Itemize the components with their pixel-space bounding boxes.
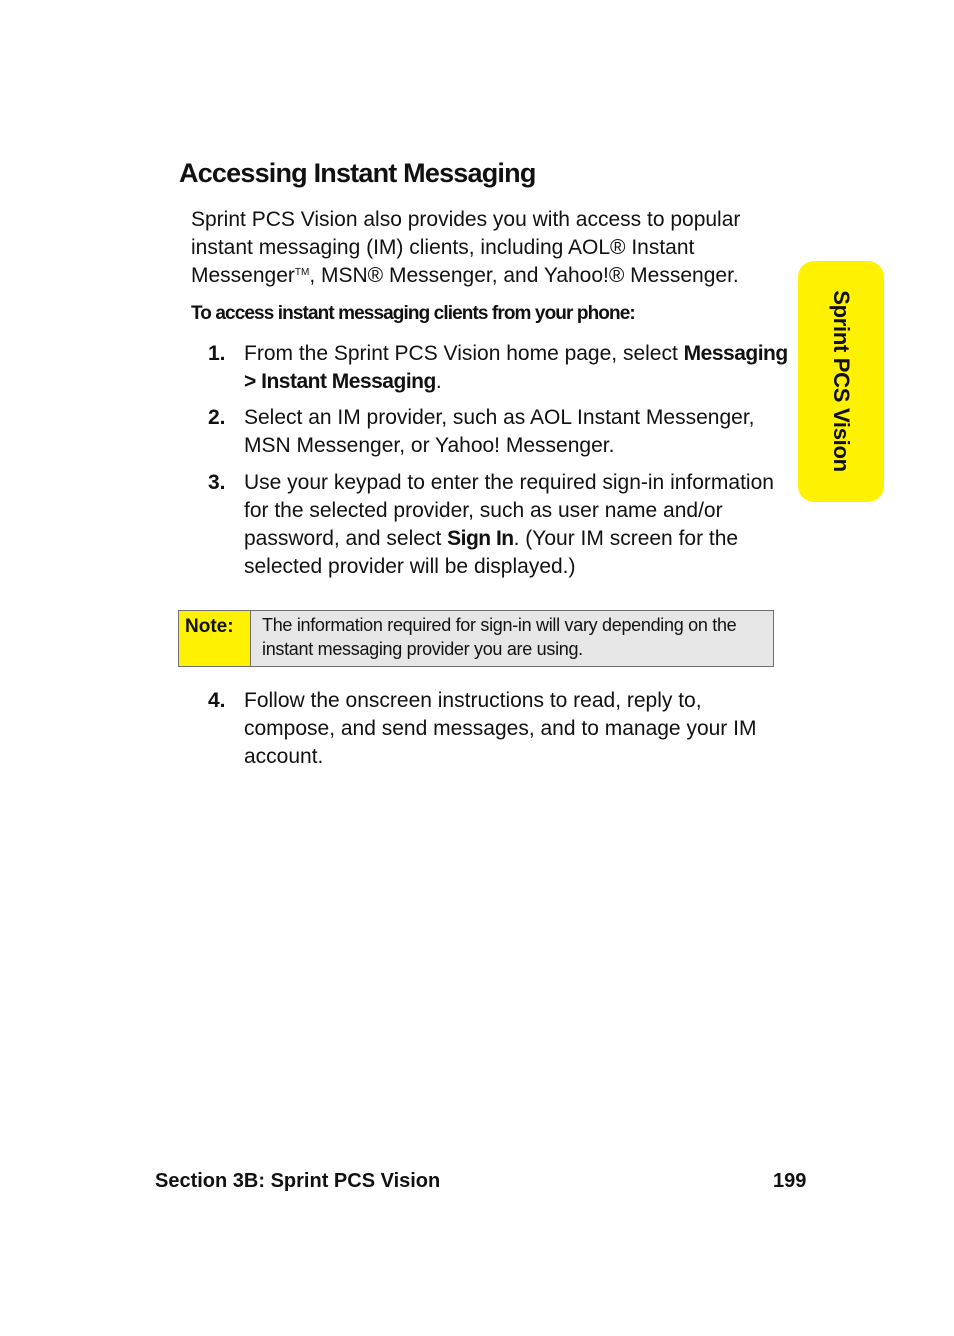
procedure-subheading: To access instant messaging clients from your phone: (191, 303, 635, 324)
step-text-part: . (435, 370, 442, 393)
menu-item-instant-messaging: Instant Messaging (261, 370, 436, 393)
intro-text-1: Sprint PCS Vision also provides you with access to popular instant messaging (IM) clients, including AOL® Instant Messenger (191, 208, 741, 287)
footer-section: Section 3B: Sprint PCS Vision (155, 1170, 441, 1192)
step-text-part: Use your keypad to enter the required sign-in information for the selected provider, such as user name and/or password, and select (244, 471, 774, 550)
intro-paragraph (191, 206, 791, 290)
trademark-mark: TM (294, 267, 310, 278)
step-text-part: . (Your IM screen for the selected provider will be displayed.) (244, 527, 739, 578)
step-number: 2. (208, 406, 226, 429)
step-text (244, 340, 798, 396)
intro-text-2: , MSN® Messenger, and Yahoo!® Messenger. (309, 264, 739, 287)
step-2 (208, 404, 798, 460)
step-number: 3. (208, 471, 226, 494)
section-tab (798, 261, 884, 502)
step-text: Select an IM provider, such as AOL Instant Messenger, MSN Messenger, or Yahoo! Messenger. (244, 406, 755, 457)
step-text: Follow the onscreen instructions to read, reply to, compose, and send messages, and to manage your IM account. (244, 689, 757, 768)
menu-separator: > (244, 370, 262, 393)
step-1 (208, 340, 798, 396)
step-text-part: From the Sprint PCS Vision home page, select (244, 342, 684, 365)
step-text (244, 469, 798, 581)
page-heading: Accessing Instant Messaging (179, 158, 536, 188)
step-3 (208, 469, 798, 581)
note-text: The information required for sign-in will vary depending on the instant messaging provider you are using. (262, 615, 737, 659)
menu-item-sign-in: Sign In (447, 527, 514, 550)
note-label: Note: (179, 611, 251, 666)
step-number: 1. (208, 342, 226, 365)
note-box (178, 610, 774, 667)
step-4 (208, 687, 798, 771)
page-number: 199 (773, 1170, 807, 1192)
section-tab-label: Sprint PCS Vision (829, 290, 854, 472)
menu-item-messaging: Messaging (683, 342, 788, 365)
step-number: 4. (208, 689, 226, 712)
